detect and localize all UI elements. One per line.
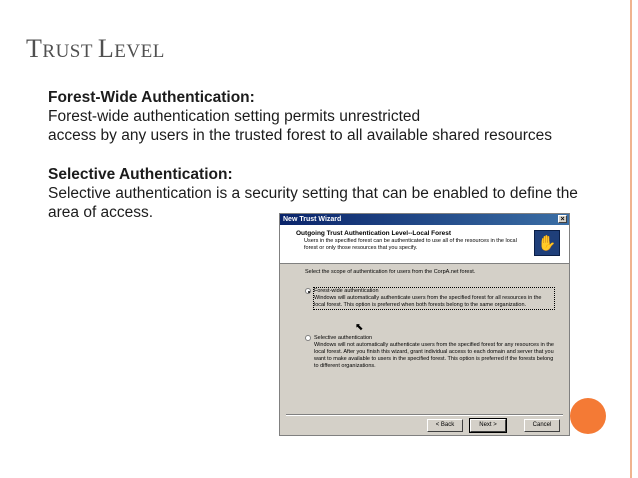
forest-wide-option-label: Forest-wide authentication	[314, 288, 379, 294]
wizard-separator	[286, 414, 563, 416]
slide-title	[26, 34, 165, 64]
title-initial-l: L	[97, 34, 115, 63]
forest-wide-line-1: Forest-wide authentication setting permits unrestricted	[48, 108, 421, 125]
forest-wide-option-desc: Windows will automatically authenticate users from the specified forest for all resources in the local forest. This option is preferred when both forests belong to the same organization.	[314, 295, 542, 308]
cancel-button[interactable]: Cancel	[524, 419, 560, 432]
selective-radio[interactable]	[305, 335, 311, 341]
title-initial-t: T	[26, 34, 43, 63]
selective-line-1: Selective authentication is a security setting that can be enabled to define the	[48, 185, 578, 202]
forest-wide-radio[interactable]	[305, 288, 311, 294]
next-button[interactable]: Next >	[470, 419, 506, 432]
selective-line-2: area of access.	[48, 204, 154, 221]
scope-prompt: Select the scope of authentication for users from the CorpA.net forest.	[305, 269, 476, 275]
selective-heading: Selective Authentication:	[48, 166, 233, 183]
new-trust-wizard-dialog	[279, 213, 570, 436]
close-icon[interactable]: ×	[558, 215, 567, 223]
wizard-titlebar	[280, 214, 569, 225]
orange-circle-decoration	[570, 398, 606, 434]
right-accent-rail	[630, 0, 632, 478]
wizard-header	[280, 225, 569, 264]
slide-body	[48, 88, 608, 222]
selective-option-desc: Windows will not automatically authenticate users from the specified forest for any resources in the local forest. After you finish this wizard, grant individual access to each domain and server that you want to make available to users in the specified forest. This option is preferred if the forests belong to different organizations.	[314, 342, 554, 369]
trust-handshake-icon: ✋	[534, 230, 560, 256]
wizard-page-subtitle: Users in the specified forest can be authenticated to use all of the resources in the local forest or only those resources that you specify.	[304, 238, 517, 251]
forest-wide-option-text	[314, 288, 554, 309]
mouse-pointer-icon: ⬉	[355, 322, 364, 333]
selective-option-label: Selective authentication	[314, 335, 373, 341]
title-rest-2: EVEL	[114, 41, 165, 62]
selective-option-text	[314, 335, 554, 370]
back-button[interactable]: < Back	[427, 419, 463, 432]
wizard-page-title: Outgoing Trust Authentication Level--Local Forest	[296, 230, 452, 237]
wizard-title: New Trust Wizard	[283, 216, 342, 223]
forest-wide-heading: Forest-Wide Authentication:	[48, 89, 255, 106]
forest-wide-line-2: access by any users in the trusted forest to all available shared resources	[48, 127, 553, 144]
title-rest-1: RUST	[42, 41, 98, 62]
